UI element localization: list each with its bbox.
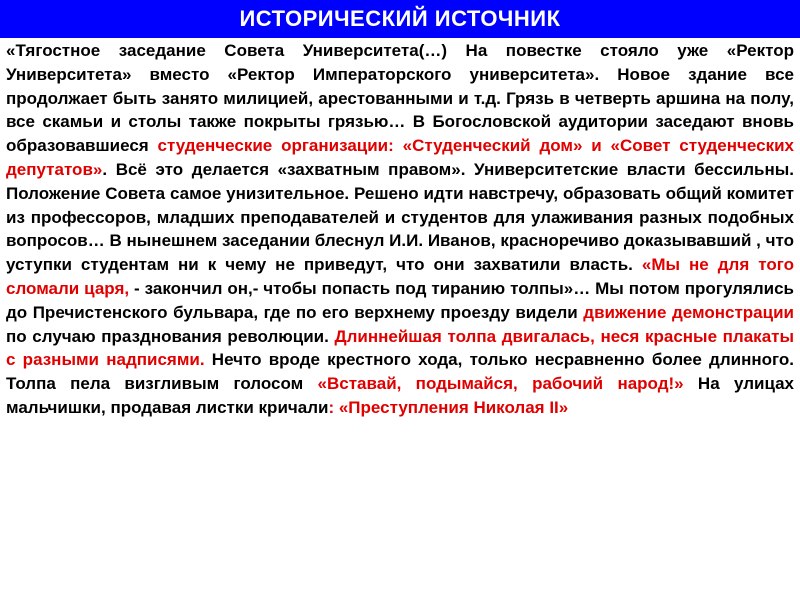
historical-excerpt bbox=[6, 39, 794, 420]
excerpt-highlight: : «Преступления Николая II» bbox=[328, 397, 569, 417]
title-bar bbox=[0, 0, 800, 38]
excerpt-highlight: движение демонстрации bbox=[583, 302, 794, 322]
excerpt-text: Нечто вроде крестного хода, только несравненно более длинного. Толпа пела визгливым голосом bbox=[6, 350, 794, 394]
excerpt-highlight: Длиннейшая толпа двигалась, неся красные плакаты с разными надписями. bbox=[6, 326, 794, 370]
excerpt-highlight: студенческие организации: «Студенческий дом» и «Совет студенческих депутатов» bbox=[6, 136, 794, 179]
excerpt-text: «Тягостное заседание Совета Университета(…) На повестке стояло уже «Ректор Университета» вместо «Ректор Императорского университета». Новое здание все продолжает быть занято милицией, арестованными и т.д. Грязь в четверть аршина на полу, все скамьи и столы также покрыты грязью… В Богословской аудитории заседают вновь образовавшиеся bbox=[6, 41, 794, 156]
excerpt-highlight: «Вставай, подымайся, рабочий народ!» bbox=[317, 374, 684, 394]
slide-title: ИСТОРИЧЕСКИЙ ИСТОЧНИК bbox=[239, 6, 561, 31]
excerpt-text: На улицах мальчишки, продавая листки кричали bbox=[6, 374, 795, 417]
excerpt-text: по случаю празднования революции. bbox=[6, 326, 335, 346]
excerpt-text: - закончил он,- чтобы попасть под тиранию толпы»… Мы потом прогулялись до Пречистенского бульвара, где по его верхнему проезду видели bbox=[6, 278, 794, 322]
excerpt-highlight: «Мы не для того сломали царя, bbox=[6, 255, 794, 298]
excerpt-text: . Всё это делается «захватным правом». Университетские власти бессильны. Положение Совета самое унизительное. Решено идти навстречу, образовать общий комитет из профессоров, младших преподавателей и студентов для улаживания разных подобных вопросов… В нынешнем заседании блеснул И.И. Иванов, красноречиво доказывавший , что уступки студентам ни к чему не приведут, что они захватили власть. bbox=[6, 159, 794, 275]
